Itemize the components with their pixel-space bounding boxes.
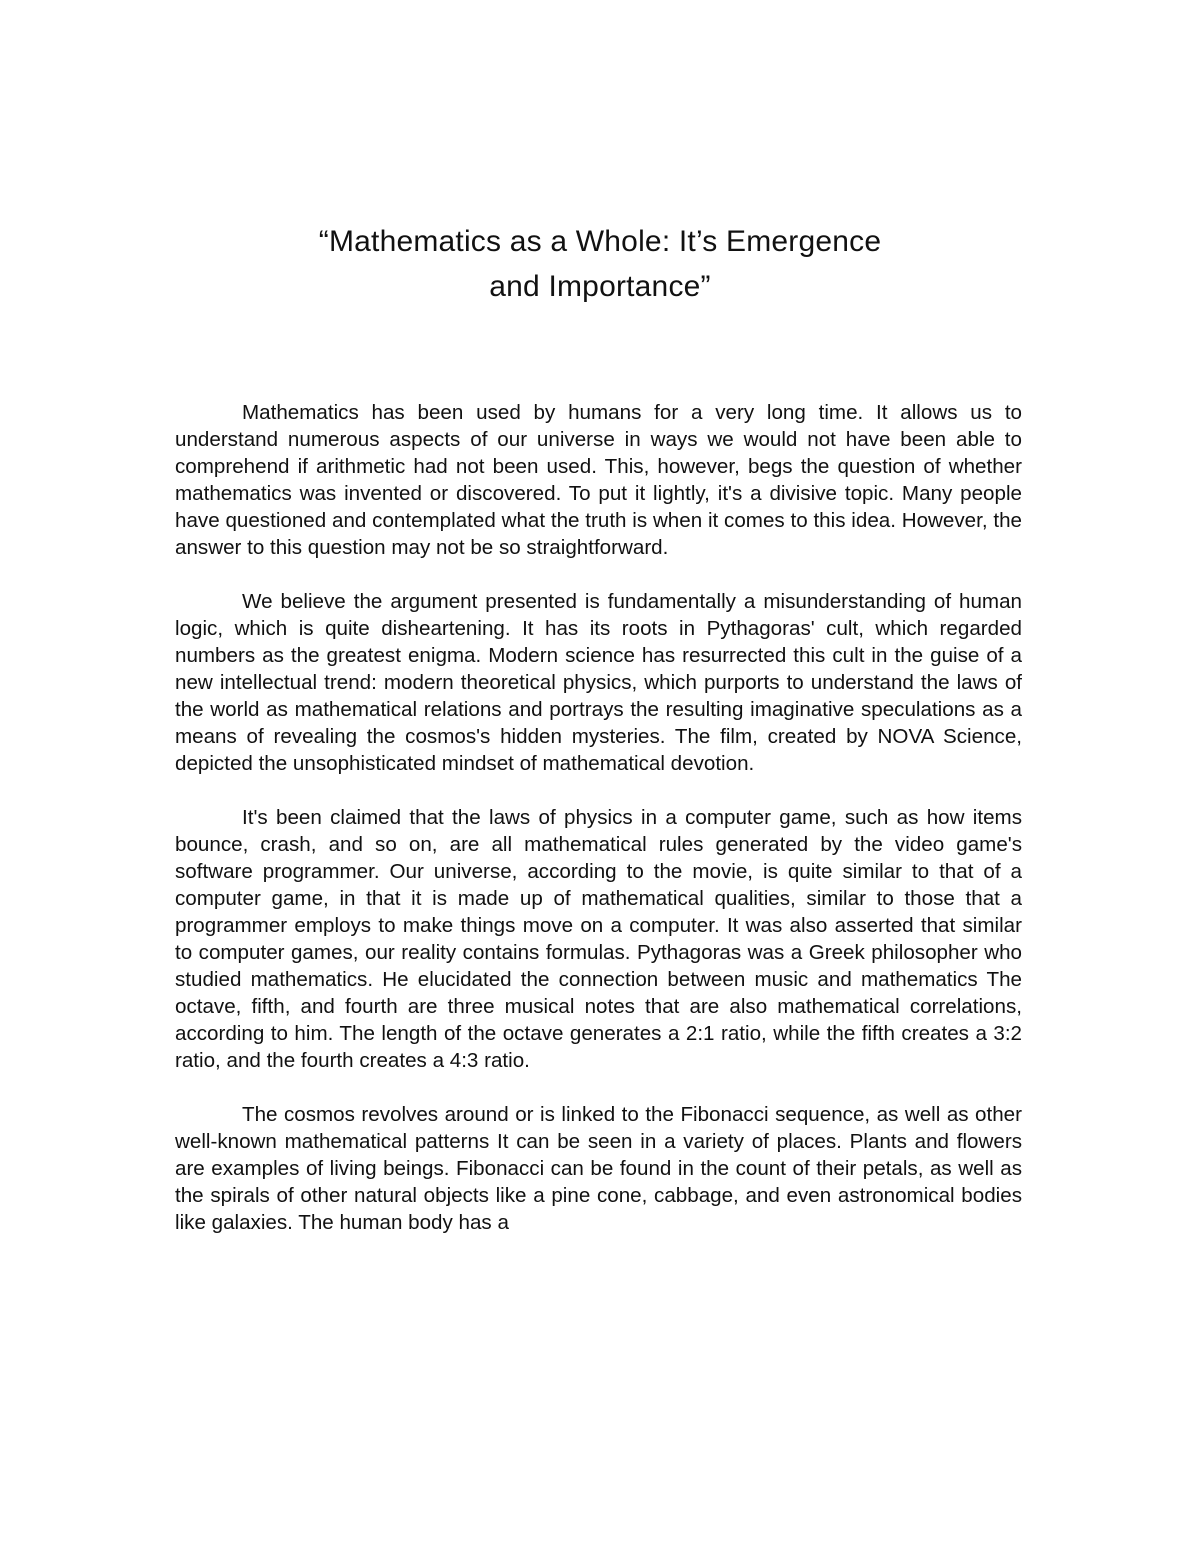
title-line-1: “Mathematics as a Whole: It’s Emergence (318, 225, 882, 258)
document-body (175, 399, 1022, 1263)
paragraph-2: We believe the argument presented is fundamentally a misunderstanding of human logic, which is quite disheartening. It has its roots in Pythagoras' cult, which regarded numbers as the greatest enigma. Modern science has resurrected this cult in the guise of a new intellectual trend: modern theoretical physics, which purports to understand the laws of the world as mathematical relations and portrays the resulting imaginative speculations as a means of revealing the cosmos's hidden mysteries. The film, created by NOVA Science, depicted the unsophisticated mindset of mathematical devotion. (175, 590, 1022, 775)
paragraph-4: The cosmos revolves around or is linked to the Fibonacci sequence, as well as other well-known mathematical patterns It can be seen in a variety of places. Plants and flowers are examples of living beings. Fibonacci can be found in the count of their petals, as well as the spirals of other natural objects like a pine cone, cabbage, and even astronomical bodies like galaxies. The human body has a (175, 1103, 1022, 1234)
paragraph-1: Mathematics has been used by humans for a very long time. It allows us to understand numerous aspects of our universe in ways we would not have been able to comprehend if arithmetic had not been used. This, however, begs the question of whether mathematics was invented or discovered. To put it lightly, it's a divisive topic. Many people have questioned and contemplated what the truth is when it comes to this idea. However, the answer to this question may not be so straightforward. (175, 401, 1022, 559)
paragraph-3: It's been claimed that the laws of physics in a computer game, such as how items bounce, crash, and so on, are all mathematical rules generated by the video game's software programmer. Our universe, according to the movie, is quite similar to that of a computer game, in that it is made up of mathematical qualities, similar to those that a programmer employs to make things move on a computer. It was also asserted that similar to computer games, our reality contains formulas. Pythagoras was a Greek philosopher who studied mathematics. He elucidated the connection between music and mathematics The octave, fifth, and fourth are three musical notes that are also mathematical correlations, according to him. The length of the octave generates a 2:1 ratio, while the fifth creates a 3:2 ratio, and the fourth creates a 4:3 ratio. (175, 806, 1022, 1072)
title-line-2: and Importance” (489, 270, 711, 303)
document-title (175, 219, 1025, 309)
